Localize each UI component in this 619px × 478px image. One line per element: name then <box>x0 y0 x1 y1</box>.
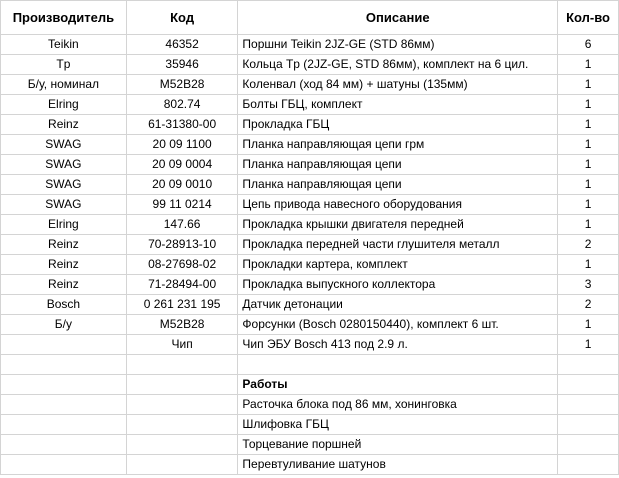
table-row <box>1 295 619 315</box>
cell-code[interactable]: 0 261 231 195 <box>126 295 238 315</box>
cell-code[interactable]: 70-28913-10 <box>126 235 238 255</box>
cell-description[interactable]: Коленвал (ход 84 мм) + шатуны (135мм) <box>238 75 558 95</box>
cell-empty[interactable] <box>126 435 238 455</box>
cell-manufacturer[interactable]: Reinz <box>1 235 127 255</box>
cell-empty[interactable] <box>1 395 127 415</box>
cell-code[interactable]: 71-28494-00 <box>126 275 238 295</box>
cell-manufacturer[interactable]: Reinz <box>1 275 127 295</box>
cell-code[interactable]: 35946 <box>126 55 238 75</box>
table-row <box>1 95 619 115</box>
cell-description[interactable]: Чип ЭБУ Bosch 413 под 2.9 л. <box>238 335 558 355</box>
cell-empty[interactable] <box>238 355 558 375</box>
cell-qty[interactable]: 1 <box>558 335 619 355</box>
table-row <box>1 275 619 295</box>
cell-code[interactable]: Чип <box>126 335 238 355</box>
cell-code[interactable]: 08-27698-02 <box>126 255 238 275</box>
cell-empty[interactable] <box>1 415 127 435</box>
cell-description[interactable]: Планка направляющая цепи <box>238 175 558 195</box>
table-row <box>1 175 619 195</box>
cell-qty[interactable]: 1 <box>558 155 619 175</box>
table-row <box>1 115 619 135</box>
cell-description[interactable]: Прокладка передней части глушителя металл <box>238 235 558 255</box>
cell-manufacturer[interactable] <box>1 335 127 355</box>
works-item[interactable]: Торцевание поршней <box>238 435 558 455</box>
table-row <box>1 455 619 475</box>
cell-qty[interactable]: 1 <box>558 255 619 275</box>
cell-qty[interactable]: 1 <box>558 55 619 75</box>
cell-code[interactable]: 147.66 <box>126 215 238 235</box>
cell-qty[interactable]: 1 <box>558 95 619 115</box>
table-row <box>1 315 619 335</box>
cell-description[interactable]: Кольца Tp (2JZ-GE, STD 86мм), комплект на 6 цил. <box>238 55 558 75</box>
table-row <box>1 235 619 255</box>
cell-manufacturer[interactable]: Reinz <box>1 115 127 135</box>
cell-manufacturer[interactable]: Elring <box>1 95 127 115</box>
cell-code[interactable]: M52B28 <box>126 75 238 95</box>
cell-empty[interactable] <box>1 455 127 475</box>
table-row <box>1 375 619 395</box>
table-row <box>1 75 619 95</box>
table-row <box>1 55 619 75</box>
cell-qty[interactable]: 1 <box>558 215 619 235</box>
cell-description[interactable]: Прокладка ГБЦ <box>238 115 558 135</box>
cell-empty[interactable] <box>126 415 238 435</box>
table-row <box>1 255 619 275</box>
works-item[interactable]: Расточка блока под 86 мм, хонинговка <box>238 395 558 415</box>
cell-code[interactable]: 802.74 <box>126 95 238 115</box>
cell-description[interactable]: Болты ГБЦ, комплект <box>238 95 558 115</box>
cell-empty[interactable] <box>558 415 619 435</box>
cell-manufacturer[interactable]: SWAG <box>1 175 127 195</box>
table-row <box>1 435 619 455</box>
cell-manufacturer[interactable]: Б/у, номинал <box>1 75 127 95</box>
cell-qty[interactable]: 3 <box>558 275 619 295</box>
cell-qty[interactable]: 2 <box>558 235 619 255</box>
table-row <box>1 395 619 415</box>
works-item[interactable]: Шлифовка ГБЦ <box>238 415 558 435</box>
cell-empty[interactable] <box>558 355 619 375</box>
cell-code[interactable]: 99 11 0214 <box>126 195 238 215</box>
cell-empty[interactable] <box>126 455 238 475</box>
header-manufacturer[interactable]: Производитель <box>1 1 127 35</box>
cell-description[interactable]: Планка направляющая цепи <box>238 155 558 175</box>
cell-qty[interactable]: 1 <box>558 315 619 335</box>
cell-empty[interactable] <box>558 455 619 475</box>
cell-manufacturer[interactable]: Teikin <box>1 35 127 55</box>
table-row <box>1 355 619 375</box>
table-row <box>1 155 619 175</box>
cell-empty[interactable] <box>558 435 619 455</box>
works-title[interactable]: Работы <box>238 375 558 395</box>
cell-description[interactable]: Цепь привода навесного оборудования <box>238 195 558 215</box>
cell-manufacturer[interactable]: Tp <box>1 55 127 75</box>
cell-description[interactable]: Прокладки картера, комплект <box>238 255 558 275</box>
cell-code[interactable]: 46352 <box>126 35 238 55</box>
cell-code[interactable]: 20 09 0004 <box>126 155 238 175</box>
cell-code[interactable]: M52B28 <box>126 315 238 335</box>
table-row <box>1 415 619 435</box>
cell-empty[interactable] <box>558 395 619 415</box>
table-row <box>1 215 619 235</box>
cell-code[interactable]: 20 09 0010 <box>126 175 238 195</box>
cell-code[interactable]: 61-31380-00 <box>126 115 238 135</box>
cell-empty[interactable] <box>1 375 127 395</box>
table-row <box>1 195 619 215</box>
works-item[interactable]: Перевтуливание шатунов <box>238 455 558 475</box>
cell-manufacturer[interactable]: SWAG <box>1 135 127 155</box>
cell-qty[interactable]: 6 <box>558 35 619 55</box>
cell-qty[interactable]: 1 <box>558 115 619 135</box>
cell-description[interactable]: Прокладка выпускного коллектора <box>238 275 558 295</box>
cell-description[interactable]: Прокладка крышки двигателя передней <box>238 215 558 235</box>
cell-description[interactable]: Планка направляющая цепи грм <box>238 135 558 155</box>
cell-manufacturer[interactable]: Б/у <box>1 315 127 335</box>
cell-empty[interactable] <box>126 375 238 395</box>
header-qty[interactable]: Кол-во <box>558 1 619 35</box>
table-row <box>1 35 619 55</box>
cell-description[interactable]: Датчик детонации <box>238 295 558 315</box>
cell-manufacturer[interactable]: Bosch <box>1 295 127 315</box>
cell-qty[interactable]: 2 <box>558 295 619 315</box>
cell-qty[interactable]: 1 <box>558 75 619 95</box>
header-row <box>1 1 619 35</box>
cell-description[interactable]: Форсунки (Bosch 0280150440), комплект 6 шт. <box>238 315 558 335</box>
table-row <box>1 335 619 355</box>
cell-manufacturer[interactable]: Reinz <box>1 255 127 275</box>
cell-manufacturer[interactable]: SWAG <box>1 155 127 175</box>
cell-description[interactable]: Поршни Teikin 2JZ-GE (STD 86мм) <box>238 35 558 55</box>
header-code[interactable]: Код <box>126 1 238 35</box>
table-row <box>1 135 619 155</box>
cell-qty[interactable]: 1 <box>558 195 619 215</box>
cell-manufacturer[interactable]: SWAG <box>1 195 127 215</box>
cell-qty[interactable]: 1 <box>558 175 619 195</box>
cell-empty[interactable] <box>126 395 238 415</box>
cell-qty[interactable]: 1 <box>558 135 619 155</box>
cell-code[interactable]: 20 09 1100 <box>126 135 238 155</box>
cell-empty[interactable] <box>1 355 127 375</box>
header-description[interactable]: Описание <box>238 1 558 35</box>
cell-empty[interactable] <box>1 435 127 455</box>
cell-manufacturer[interactable]: Elring <box>1 215 127 235</box>
cell-empty[interactable] <box>126 355 238 375</box>
cell-empty[interactable] <box>558 375 619 395</box>
